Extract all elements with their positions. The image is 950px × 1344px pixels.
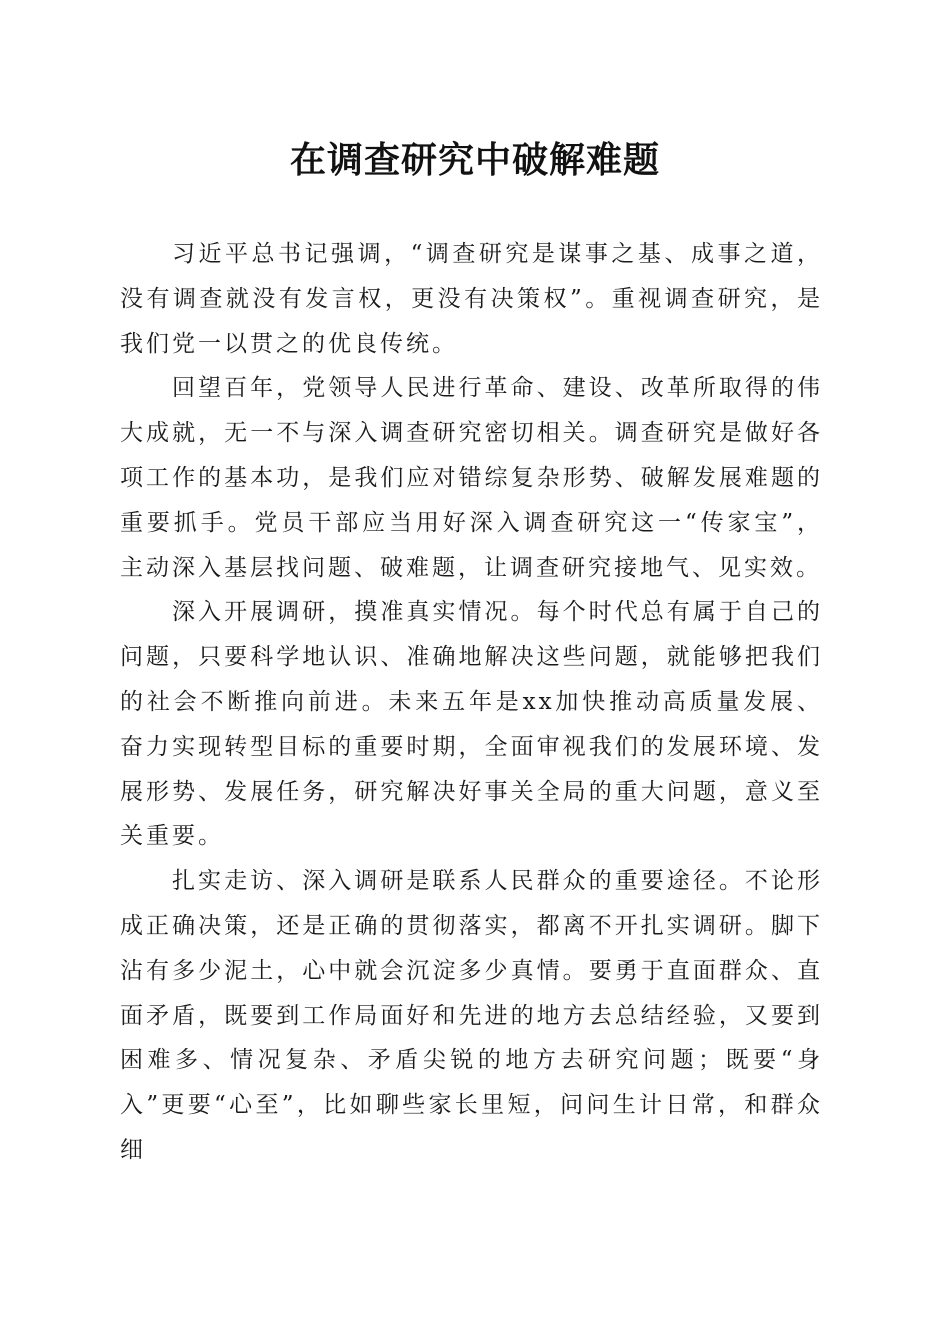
document-body: [120, 232, 823, 1173]
paragraph-4: 扎实走访、深入调研是联系人民群众的重要途径。不论形成正确决策，还是正确的贯彻落实，都离不开扎实调研。脚下沾有多少泥土，心中就会沉淀多少真情。要勇于直面群众、直面矛盾，既要到工作局面好和先进的地方去总结经验，又要到困难多、情况复杂、矛盾尖锐的地方去研究问题；既要“身入”更要“心至”，比如聊些家长里短，问问生计日常，和群众细: [120, 868, 823, 1163]
paragraph-3: 深入开展调研，摸准真实情况。每个时代总有属于自己的问题，只要科学地认识、准确地解决这些问题，就能够把我们的社会不断推向前进。未来五年是xx加快推动高质量发展、奋力实现转型目标的重要时期，全面审视我们的发展环境、发展形势、发展任务，研究解决好事关全局的重大问题，意义至关重要。: [120, 599, 823, 850]
paragraph-2: 回望百年，党领导人民进行革命、建设、改革所取得的伟大成就，无一不与深入调查研究密切相关。调查研究是做好各项工作的基本功，是我们应对错综复杂形势、破解发展难题的重要抓手。党员干部应当用好深入调查研究这一“传家宝”，主动深入基层找问题、破难题，让调查研究接地气、见实效。: [120, 375, 823, 581]
paragraph-1: 习近平总书记强调，“调查研究是谋事之基、成事之道，没有调查就没有发言权，更没有决策权”。重视调查研究，是我们党一以贯之的优良传统。: [120, 241, 823, 357]
document-title: 在调查研究中破解难题: [289, 139, 660, 181]
